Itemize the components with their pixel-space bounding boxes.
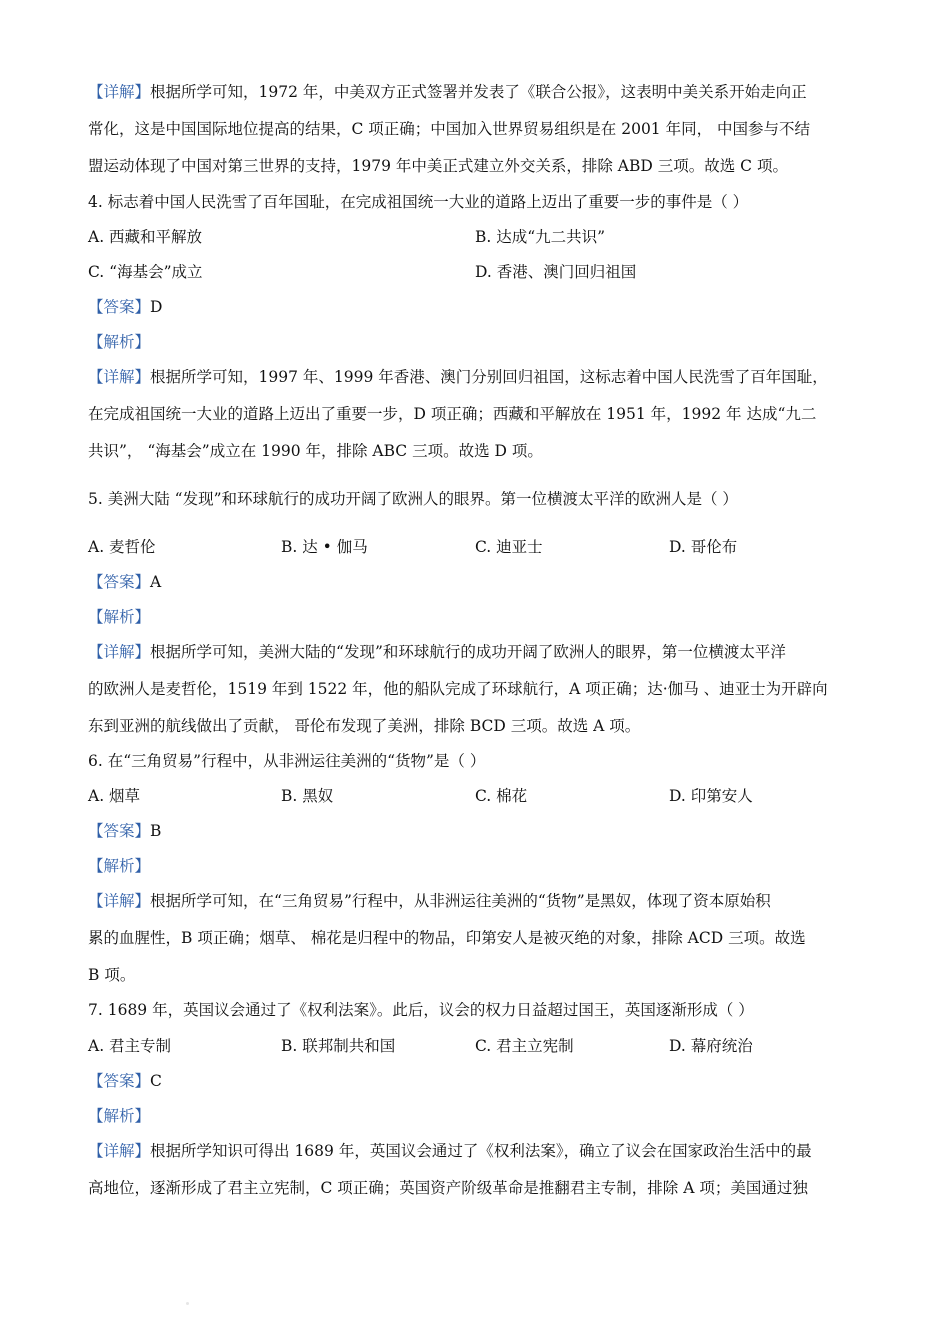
q5-detail-line-1: 【详解】根据所学可知，美洲大陆的“发现”和环球航行的成功开阔了欧洲人的眼界，第一位横渡太平洋 — [88, 643, 786, 661]
q5-question: 5. 美洲大陆 “发现”和环球航行的成功开阔了欧洲人的眼界。第一位横渡太平洋的欧洲人是（ ） — [88, 490, 738, 508]
q7-question: 7. 1689 年，英国议会通过了《权利法案》。此后，议会的权力日益超过国王，英国逐渐形成（ ） — [88, 1001, 754, 1019]
q4-option-a: A. 西藏和平解放 — [88, 228, 203, 246]
q6-answer: 【答案】B — [88, 822, 162, 840]
q3-detail-line-1: 【详解】根据所学可知，1972 年，中美双方正式签署并发表了《联合公报》，这表明中美关系开始走向正 — [88, 83, 807, 101]
q5-detail-line-3: 东到亚洲的航线做出了贡献， 哥伦布发现了美洲，排除 BCD 三项。故选 A 项。 — [88, 717, 641, 735]
q7-detail-line-2: 高地位，逐渐形成了君主立宪制，C 项正确；英国资产阶级革命是推翻君主专制，排除 A 项；美国通过独 — [88, 1179, 808, 1197]
q6-option-b: B. 黑奴 — [281, 787, 334, 805]
q3-detail-line-2: 常化，这是中国国际地位提高的结果，C 项正确；中国加入世界贸易组织是在 2001 年同， 中国参与不结 — [88, 120, 811, 138]
q4-option-b: B. 达成“九二共识” — [475, 228, 606, 246]
q4-option-c: C. “海基会”成立 — [88, 263, 203, 281]
q5-answer: 【答案】A — [88, 573, 162, 591]
q5-detail-line-2: 的欧洲人是麦哲伦，1519 年到 1522 年，他的船队完成了环球航行，A 项正确；达·伽马 、迪亚士为开辟向 — [88, 680, 828, 698]
q7-option-b: B. 联邦制共和国 — [281, 1037, 396, 1055]
q6-option-c: C. 棉花 — [475, 787, 528, 805]
q7-option-a: A. 君主专制 — [88, 1037, 172, 1055]
q6-option-a: A. 烟草 — [88, 787, 141, 805]
q6-analysis-tag: 【解析】 — [88, 857, 151, 875]
q4-detail-line-3: 共识”， “海基会”成立在 1990 年，排除 ABC 三项。故选 D 项。 — [88, 442, 543, 460]
q4-question: 4. 标志着中国人民洗雪了百年国耻，在完成祖国统一大业的道路上迈出了重要一步的事件是（ ） — [88, 193, 749, 211]
q4-detail-line-1: 【详解】根据所学可知，1997 年、1999 年香港、澳门分别回归祖国，这标志着中国人民洗雪了百年国耻， — [88, 368, 828, 386]
q7-option-c: C. 君主立宪制 — [475, 1037, 574, 1055]
q4-answer: 【答案】D — [88, 298, 163, 316]
q6-option-d: D. 印第安人 — [669, 787, 753, 805]
q4-detail-line-2: 在完成祖国统一大业的道路上迈出了重要一步，D 项正确；西藏和平解放在 1951 年，1992 年 达成“九二 — [88, 405, 817, 423]
q7-option-d: D. 幕府统治 — [669, 1037, 753, 1055]
q6-detail-line-2: 累的血腥性，B 项正确；烟草、 棉花是归程中的物品，印第安人是被灭绝的对象，排除 ACD 三项。故选 — [88, 929, 806, 947]
q5-option-c: C. 迪亚士 — [475, 538, 543, 556]
q5-option-d: D. 哥伦布 — [669, 538, 738, 556]
q7-detail-line-1: 【详解】根据所学知识可得出 1689 年，英国议会通过了《权利法案》，确立了议会在国家政治生活中的最 — [88, 1142, 812, 1160]
q3-detail-line-3: 盟运动体现了中国对第三世界的支持，1979 年中美正式建立外交关系，排除 ABD 三项。故选 C 项。 — [88, 157, 788, 175]
page-mark — [186, 1302, 189, 1305]
q7-analysis-tag: 【解析】 — [88, 1107, 151, 1125]
q6-detail-line-3: B 项。 — [88, 966, 136, 984]
detail-tag: 【详解】 — [88, 83, 151, 101]
q5-option-b: B. 达 • 伽马 — [281, 538, 368, 556]
q4-option-d: D. 香港、澳门回归祖国 — [475, 263, 637, 281]
q7-answer: 【答案】C — [88, 1072, 162, 1090]
q6-question: 6. 在“三角贸易”行程中，从非洲运往美洲的“货物”是（ ） — [88, 752, 486, 770]
q5-option-a: A. 麦哲伦 — [88, 538, 156, 556]
q6-detail-line-1: 【详解】根据所学可知，在“三角贸易”行程中，从非洲运往美洲的“货物”是黑奴，体现了资本原始积 — [88, 892, 771, 910]
q5-analysis-tag: 【解析】 — [88, 608, 151, 626]
q4-analysis-tag: 【解析】 — [88, 333, 151, 351]
